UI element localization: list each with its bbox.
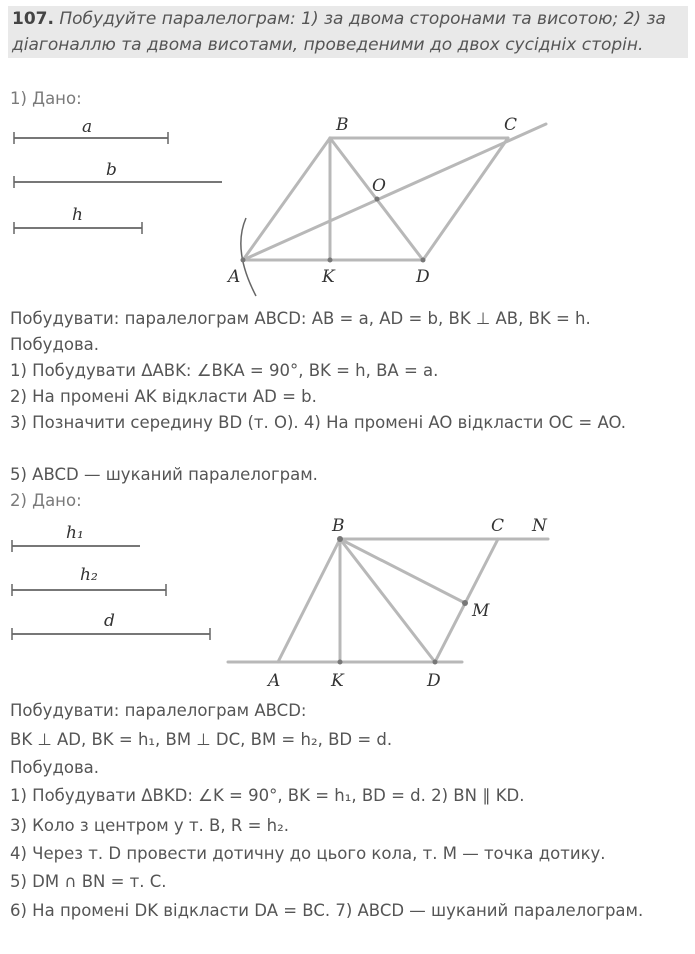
- point-o-label: O: [372, 176, 386, 196]
- part2-step-1: 1) Побудувати ΔBKD: ∠K = 90°, BK = h₁, BD = d. 2) BN ∥ KD.: [10, 786, 525, 805]
- part2-task-line2: BK ⊥ AD, BK = h₁, BM ⊥ DC, BM = h₂, BD = d.: [10, 730, 393, 749]
- point-m-label: M: [472, 601, 490, 621]
- part1-step-3: 3) Позначити середину BD (т. O). 4) На промені AO відкласти OC = AO.: [10, 413, 627, 432]
- point-k-label: K: [331, 671, 344, 691]
- segment-d-label: d: [104, 611, 115, 631]
- part2-task-line1: Побудувати: паралелограм ABCD:: [10, 701, 307, 720]
- point-n-label: N: [532, 516, 547, 536]
- part2-step-4: 4) Через т. D провести дотичну до цього кола, т. M — точка дотику.: [10, 844, 606, 863]
- part1-task: Побудувати: паралелограм ABCD: AB = a, AD = b, BK ⊥ AB, BK = h.: [10, 309, 591, 328]
- part2-construction-title: Побудова.: [10, 758, 100, 777]
- part1-step-5: 5) ABCD — шуканий паралелограм.: [10, 465, 318, 484]
- part2-given-label: 2) Дано:: [10, 491, 82, 510]
- segment-h2-label: h₂: [80, 565, 98, 585]
- point-d-label: D: [427, 671, 441, 691]
- point-a-label: A: [228, 267, 241, 287]
- segment-h1-label: h₁: [66, 523, 84, 543]
- point-a-label: A: [268, 671, 281, 691]
- point-c-label: C: [491, 516, 505, 536]
- side-ab: [278, 539, 340, 662]
- part2-step-5: 5) DM ∩ BN = т. C.: [10, 872, 167, 891]
- point-k-label: K: [322, 267, 335, 287]
- point-b-label: B: [336, 115, 349, 135]
- problem-number: 107.: [12, 9, 54, 29]
- part2-step-6: 6) На промені DK відкласти DA = BC. 7) ABCD — шуканий паралелограм.: [10, 901, 644, 920]
- segment-a-label: a: [82, 117, 93, 137]
- problem-text: Побудуйте паралелограм: 1) за двома сторонами та висотою; 2) за діагоналлю та двома висотами, проведеними до двох сусідніх сторін.: [12, 9, 666, 55]
- segment-h-label: h: [72, 205, 83, 225]
- height-bm: [340, 539, 465, 603]
- segment-b-label: b: [106, 160, 117, 180]
- point-c-label: C: [504, 115, 518, 135]
- point-d-label: D: [416, 267, 430, 287]
- part1-given-label: 1) Дано:: [10, 89, 82, 108]
- point-b-label: B: [332, 516, 345, 536]
- part1-step-1: 1) Побудувати ΔABK: ∠BKA = 90°, BK = h, BA = a.: [10, 361, 439, 380]
- part1-construction-title: Побудова.: [10, 335, 100, 354]
- diagonal-bd: [340, 539, 435, 662]
- part1-step-2: 2) На промені AK відкласти AD = b.: [10, 387, 317, 406]
- part2-step-3: 3) Коло з центром у т. B, R = h₂.: [10, 816, 289, 835]
